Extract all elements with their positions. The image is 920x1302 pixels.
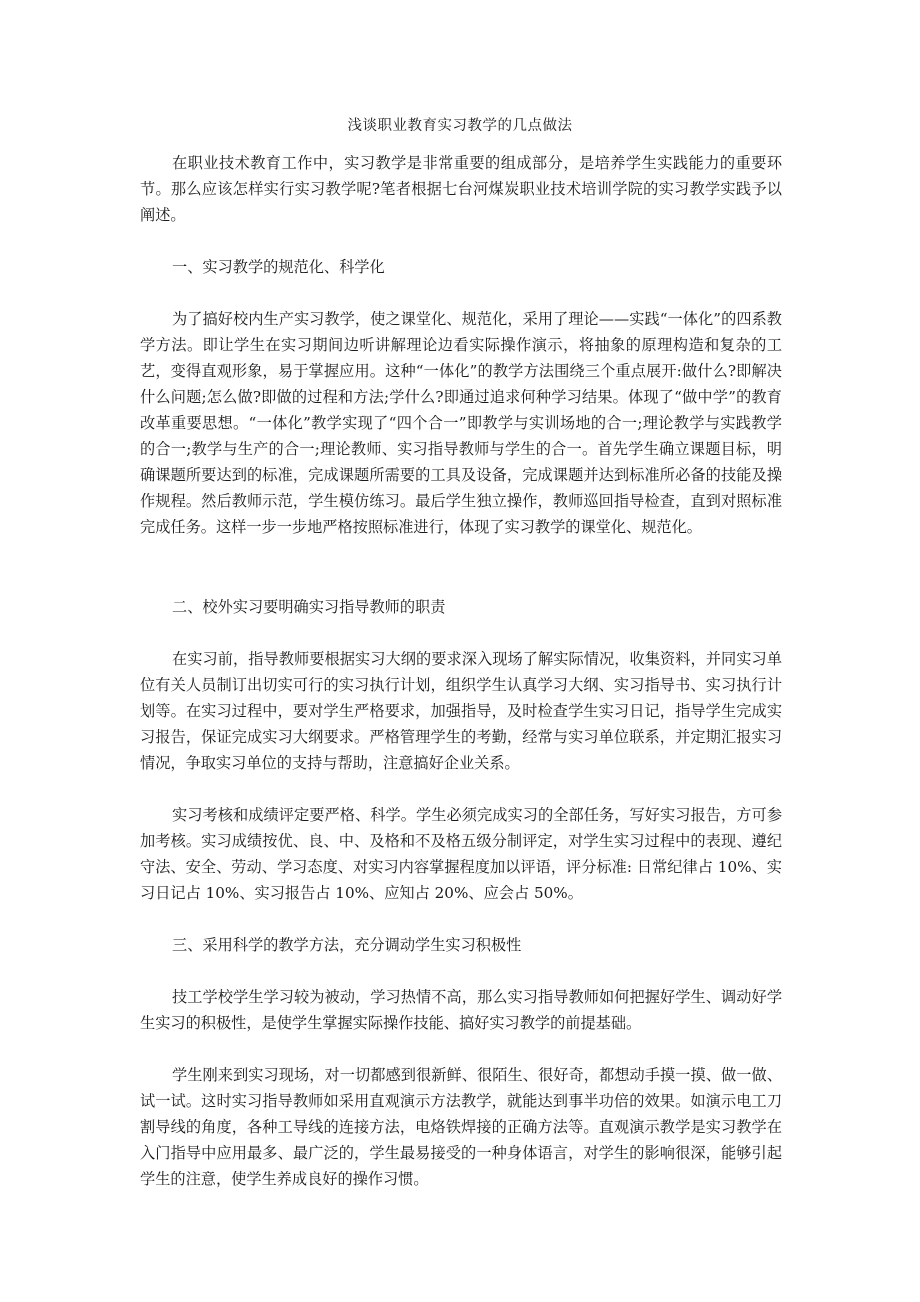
section-1-heading: 一、实习教学的规范化、科学化 bbox=[172, 258, 385, 276]
section-2-paragraph-2: 实习考核和成绩评定要严格、科学。学生必须完成实习的全部任务，写好实习报告，方可参加考核。实习成绩按优、良、中、及格和不及格五级分制评定，对学生实习过程中的表现、遵纪守法、安全、劳动、学习态度、对实习内容掌握程度加以评语，评分标准: 日常纪律占 10%、实习日记占 10%、实习报告占 10%、应知占 20%、应会占 50%。 bbox=[140, 806, 782, 902]
section-2-paragraph-1: 在实习前，指导教师要根据实习大纲的要求深入现场了解实际情况，收集资料，并同实习单位有关人员制订出切实可行的实习执行计划，组织学生认真学习大纲、实习指导书、实习执行计划等。在实习过程中，要对学生严格要求，加强指导，及时检查学生实习日记，指导学生完成实习报告，保证完成实习大纲要求。严格管理学生的考勤，经常与实习单位联系，并定期汇报实习情况，争取实习单位的支持与帮助，注意搞好企业关系。 bbox=[140, 650, 782, 772]
section-1-paragraph-1: 为了搞好校内生产实习教学，使之课堂化、规范化，采用了理论——实践“一体化”的四系教学方法。即让学生在实习期间边听讲解理论边看实际操作演示，将抽象的原理构造和复杂的工艺，变得直观形象，易于掌握应用。这种“一体化”的教学方法围绕三个重点展开:做什么?即解决什么问题;怎么做?即做的过程和方法;学什么?即通过追求何种学习结果。体现了“做中学”的教育改革重要思想。“一体化”教学实现了“四个合一”即教学与实训场地的合一;理论教学与实践教学的合一;教学与生产的合一;理论教师、实习指导教师与学生的合一。首先学生确立课题目标，明确课题所要达到的标准，完成课题所需要的工具及设备，完成课题并达到标准所必备的技能及操作规程。然后教师示范，学生模仿练习。最后学生独立操作，教师巡回指导检查，直到对照标准完成任务。这样一步一步地严格按照标准进行，体现了实习教学的课堂化、规范化。 bbox=[140, 310, 782, 536]
intro-paragraph: 在职业技术教育工作中，实习教学是非常重要的组成部分，是培养学生实践能力的重要环节。那么应该怎样实行实习教学呢?笔者根据七台河煤炭职业技术培训学院的实习教学实践予以阐述。 bbox=[140, 154, 782, 224]
section-3-paragraph-1: 技工学校学生学习较为被动，学习热情不高，那么实习指导教师如何把握好学生、调动好学生实习的积极性，是使学生掌握实际操作技能、搞好实习教学的前提基础。 bbox=[140, 988, 782, 1032]
document-title: 浅谈职业教育实习教学的几点做法 bbox=[347, 118, 573, 134]
section-3-paragraph-2: 学生刚来到实习现场，对一切都感到很新鲜、很陌生、很好奇，都想动手摸一摸、做一做、试一试。这时实习指导教师如采用直观演示方法教学，就能达到事半功倍的效果。如演示电工刀割导线的角度，各种工导线的连接方法，电烙铁焊接的正确方法等。直观演示教学是实习教学在入门指导中应用最多、最广泛的，学生最易接受的一种身体语言，对学生的影响很深，能够引起学生的注意，使学生养成良好的操作习惯。 bbox=[140, 1066, 782, 1188]
section-2-heading: 二、校外实习要明确实习指导教师的职责 bbox=[172, 598, 446, 616]
section-3-heading: 三、采用科学的教学方法，充分调动学生实习积极性 bbox=[172, 936, 522, 954]
